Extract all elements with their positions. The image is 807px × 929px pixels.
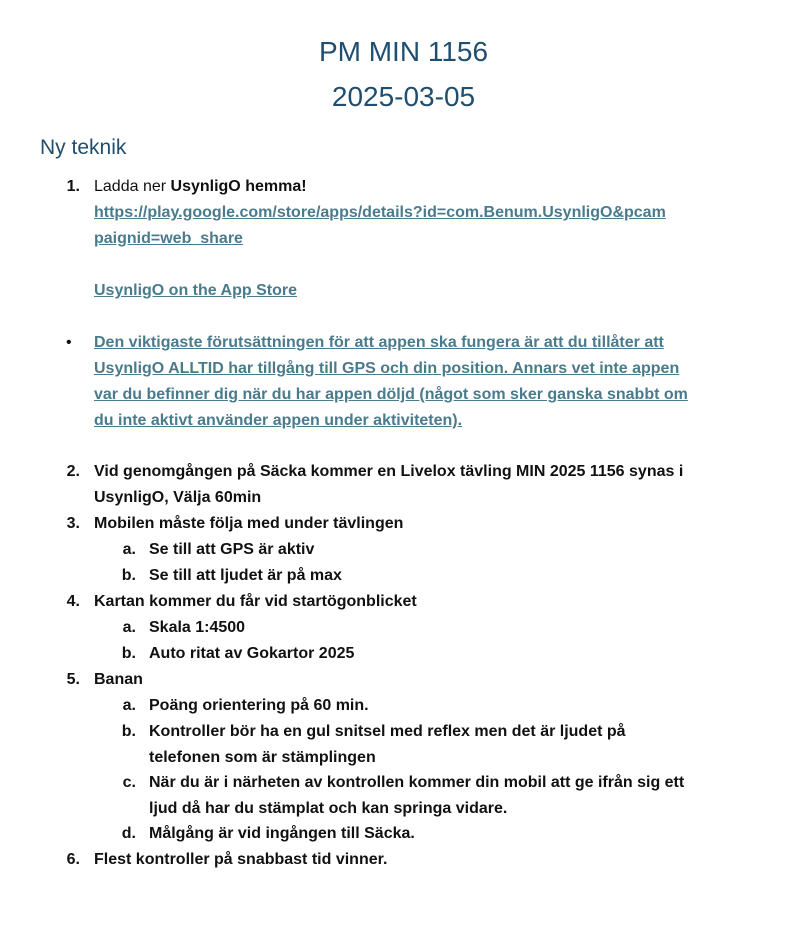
item-1-bold: UsynligO hemma! — [170, 178, 307, 195]
gps-note-line2[interactable]: UsynligO ALLTID har tillgång till GPS och din position. Annars vet inte appen — [94, 360, 680, 377]
list-number: 3. — [66, 515, 80, 532]
sub-item-text: Auto ritat av Gokartor 2025 — [149, 645, 355, 662]
list-item-6-text: Flest kontroller på snabbast tid vinner. — [94, 851, 388, 868]
list-item-5-text: Banan — [94, 671, 143, 688]
sub-item-text: telefonen som är stämplingen — [149, 749, 376, 766]
gps-note-line1[interactable]: Den viktigaste förutsättningen för att appen ska fungera är att du tillåter att — [94, 334, 664, 351]
sub-list-letter: b. — [121, 567, 136, 584]
sub-list-letter: a. — [122, 697, 136, 714]
list-number: 1. — [66, 178, 80, 195]
gps-note-line4[interactable]: du inte aktivt använder appen under aktiviteten). — [94, 412, 463, 429]
list-number: 6. — [66, 851, 80, 868]
sub-list-letter: a. — [122, 619, 136, 636]
app-store-link[interactable]: UsynligO on the App Store — [94, 282, 297, 299]
page-date: 2025-03-05 — [331, 81, 476, 112]
list-number: 5. — [66, 671, 80, 688]
list-item-4-text: Kartan kommer du får vid startögonblicket — [94, 593, 417, 610]
section-heading: Ny teknik — [40, 136, 127, 159]
sub-list-letter: a. — [122, 541, 136, 558]
sub-item-text: Målgång är vid ingången till Säcka. — [149, 825, 415, 842]
list-item-1-text — [94, 174, 307, 200]
sub-item-text: ljud då har du stämplat och kan springa vidare. — [149, 800, 508, 817]
list-item-2-line2: UsynligO, Välja 60min — [94, 489, 262, 506]
sub-list-letter: d. — [121, 825, 136, 842]
sub-list-letter: c. — [122, 774, 136, 791]
list-number: 2. — [66, 463, 80, 480]
sub-item-text: Kontroller bör ha en gul snitsel med reflex men det är ljudet på — [149, 723, 626, 740]
list-item-3-text: Mobilen måste följa med under tävlingen — [94, 515, 404, 532]
sub-item-text: Se till att ljudet är på max — [149, 567, 342, 584]
list-number: 4. — [66, 593, 80, 610]
bullet-symbol: • — [66, 334, 72, 351]
sub-item-text: Se till att GPS är aktiv — [149, 541, 315, 558]
google-play-link-line2[interactable]: paignid=web_share — [94, 230, 243, 247]
item-1-plain: Ladda ner — [94, 178, 171, 195]
google-play-link-line1[interactable]: https://play.google.com/store/apps/details?id=com.Benum.UsynligO&pcam — [94, 204, 666, 221]
sub-item-text: När du är i närheten av kontrollen kommer din mobil att ge ifrån sig ett — [149, 774, 685, 791]
sub-list-letter: b. — [121, 723, 136, 740]
page-title: PM MIN 1156 — [318, 36, 489, 67]
sub-list-letter: b. — [121, 645, 136, 662]
gps-note-line3[interactable]: var du befinner dig när du har appen döljd (något som sker ganska snabbt om — [94, 386, 688, 403]
sub-item-text: Poäng orientering på 60 min. — [149, 697, 369, 714]
list-item-2-line1: Vid genomgången på Säcka kommer en Livelox tävling MIN 2025 1156 synas i — [94, 463, 684, 480]
sub-item-text: Skala 1:4500 — [149, 619, 246, 636]
